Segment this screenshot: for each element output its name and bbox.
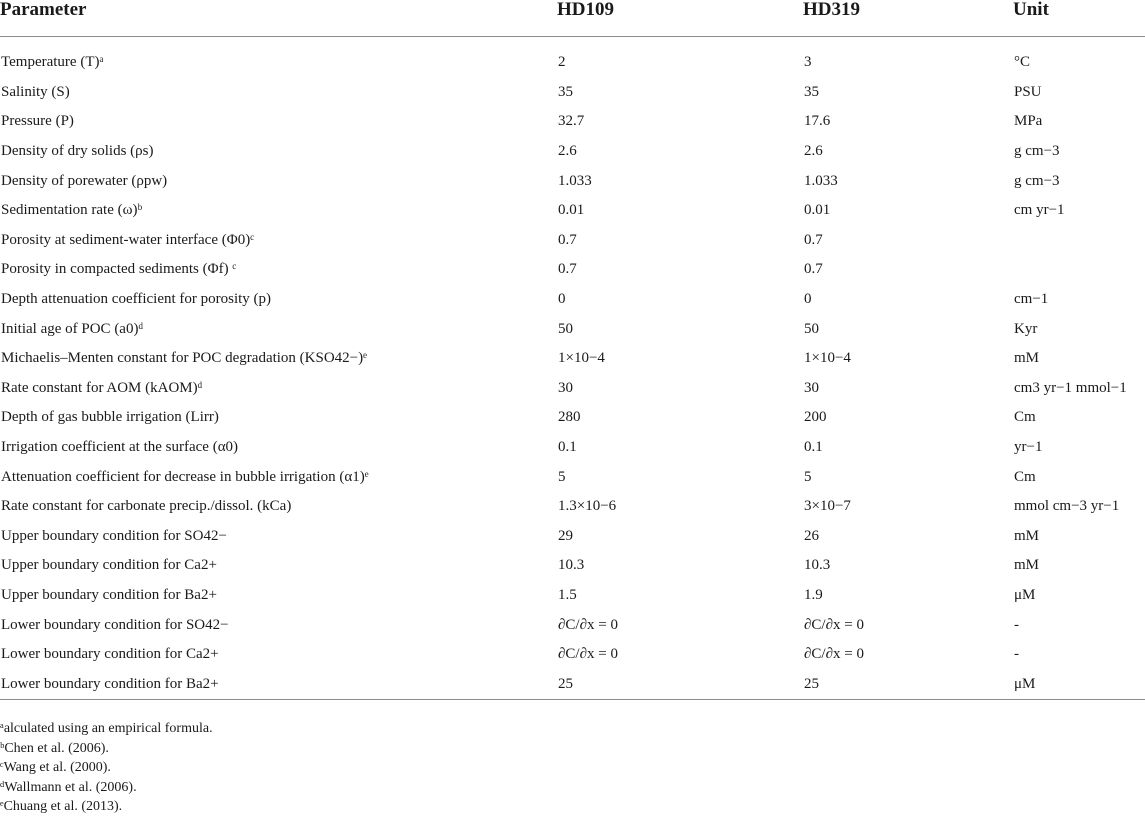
hd109-cell: 280 [558, 409, 581, 426]
unit-cell: - [1014, 616, 1019, 633]
unit-cell: cm yr−1 [1014, 202, 1065, 219]
parameter-cell: Pressure (P) [1, 113, 74, 130]
table-row [0, 344, 1145, 374]
unit-cell [1013, 226, 1145, 256]
hd319-cell: 10.3 [804, 557, 831, 574]
hd109-cell: 5 [558, 468, 566, 485]
parameter-cell: Upper boundary condition for SO42− [1, 527, 227, 544]
column-header-parameter: Parameter [0, 0, 557, 28]
hd109-cell: 2 [558, 54, 566, 71]
unit-cell: Cm [1014, 409, 1036, 426]
parameter-cell: Irrigation coefficient at the surface (α0) [1, 439, 239, 456]
parameter-cell: Attenuation coefficient for decrease in bubble irrigation (α1)ᵉ [1, 468, 369, 485]
table-row [0, 107, 1145, 137]
unit-cell: mM [1014, 527, 1040, 544]
hd109-cell: ∂C/∂x = 0 [558, 646, 618, 663]
hd319-cell: ∂C/∂x = 0 [804, 646, 864, 663]
unit-cell: °C [1014, 54, 1031, 71]
hd319-cell: 0.7 [804, 231, 823, 248]
parameter-cell: Temperature (T)ᵃ [1, 54, 104, 71]
hd319-cell: 35 [804, 83, 819, 100]
hd109-cell: 2.6 [558, 143, 577, 160]
unit-cell: g cm−3 [1014, 172, 1060, 189]
table-row [0, 403, 1145, 433]
column-header-hd109: HD109 [557, 0, 803, 28]
table-row [0, 166, 1145, 196]
hd109-cell: 0.7 [558, 261, 577, 278]
parameter-cell: Depth of gas bubble irrigation (Lirr) [1, 409, 219, 426]
table-row [0, 522, 1145, 552]
hd109-cell: 0.01 [558, 202, 585, 219]
hd109-cell: 30 [558, 379, 573, 396]
hd319-cell: 0.1 [804, 439, 823, 456]
footnote-b: ᵇChen et al. (2006). [0, 740, 109, 756]
table-row [0, 196, 1145, 226]
unit-cell: mM [1014, 557, 1040, 574]
hd109-cell: 0.1 [558, 439, 577, 456]
parameter-cell: Sedimentation rate (ω)ᵇ [1, 202, 143, 219]
table-row [0, 226, 1145, 256]
parameter-cell: Lower boundary condition for Ba2+ [0, 669, 557, 700]
unit-cell: μM [1013, 669, 1145, 700]
parameter-cell: Density of dry solids (ρs) [1, 143, 154, 160]
table-row [0, 78, 1145, 108]
hd319-cell: 50 [804, 320, 819, 337]
table-row [0, 374, 1145, 404]
hd109-cell: 0 [558, 291, 566, 308]
hd109-cell: 1.5 [558, 586, 577, 603]
table-row [0, 669, 1145, 700]
table-row [0, 48, 1145, 78]
hd319-cell: 3×10−7 [804, 498, 851, 515]
hd109-cell: ∂C/∂x = 0 [558, 616, 618, 633]
hd319-cell: 3 [804, 54, 812, 71]
hd319-cell: 0.01 [804, 202, 831, 219]
hd319-cell: 17.6 [804, 113, 831, 130]
hd319-cell: 25 [803, 669, 1013, 700]
footnote-e: ᵉChuang et al. (2013). [0, 799, 123, 815]
hd319-cell: 200 [804, 409, 827, 426]
hd109-cell: 1×10−4 [558, 350, 605, 367]
footnote-a: ᵃalculated using an empirical formula. [0, 721, 213, 736]
column-header-hd319: HD319 [803, 0, 1013, 28]
unit-cell: Cm [1014, 468, 1036, 485]
parameter-cell: Porosity in compacted sediments (Φf) ᶜ [1, 261, 237, 278]
table-header [0, 0, 1145, 48]
hd319-cell: 5 [804, 468, 812, 485]
hd109-cell: 10.3 [558, 557, 585, 574]
parameter-cell: Upper boundary condition for Ca2+ [1, 557, 217, 574]
table-row [0, 551, 1145, 581]
hd319-cell: 0 [804, 291, 812, 308]
unit-cell: mM [1014, 350, 1040, 367]
footnote-c: ᶜWang et al. (2000). [0, 760, 111, 776]
unit-cell: g cm−3 [1014, 143, 1060, 160]
parameter-cell: Michaelis–Menten constant for POC degradation (KSO42−)ᵉ [1, 350, 367, 367]
hd319-cell: 2.6 [804, 143, 823, 160]
hd109-cell: 50 [558, 320, 573, 337]
hd319-cell: ∂C/∂x = 0 [804, 616, 864, 633]
table-footnotes [0, 719, 1145, 817]
parameter-cell: Initial age of POC (a0)ᵈ [1, 320, 144, 337]
unit-cell: yr−1 [1014, 439, 1043, 456]
parameter-cell: Lower boundary condition for Ca2+ [1, 646, 219, 663]
table-row [0, 285, 1145, 315]
parameter-cell: Rate constant for AOM (kAOM)ᵈ [1, 379, 203, 396]
unit-cell: - [1014, 646, 1019, 663]
unit-cell: mmol cm−3 yr−1 [1014, 498, 1120, 515]
hd319-cell: 1.9 [804, 586, 823, 603]
unit-cell: PSU [1014, 83, 1042, 100]
table-row [0, 314, 1145, 344]
hd319-cell: 26 [804, 527, 819, 544]
table-row [0, 492, 1145, 522]
column-header-unit: Unit [1013, 0, 1145, 28]
unit-cell: Kyr [1014, 320, 1038, 337]
table-body [0, 48, 1145, 700]
unit-cell: μM [1014, 586, 1036, 603]
table-row [0, 137, 1145, 167]
hd109-cell: 29 [558, 527, 573, 544]
parameter-cell: Rate constant for carbonate precip./dissol. (kCa) [1, 498, 292, 515]
parameter-cell: Density of porewater (ρpw) [1, 172, 168, 189]
footnote-d: ᵈWallmann et al. (2006). [0, 779, 137, 795]
table-row [0, 640, 1145, 670]
parameter-cell: Porosity at sediment-water interface (Φ0)ᶜ [1, 231, 255, 248]
hd109-cell: 1.3×10−6 [558, 498, 617, 515]
hd319-cell: 30 [804, 379, 819, 396]
hd109-cell: 32.7 [558, 113, 585, 130]
hd109-cell: 35 [558, 83, 573, 100]
hd319-cell: 1.033 [804, 172, 838, 189]
parameter-cell: Lower boundary condition for SO42− [1, 616, 229, 633]
hd319-cell: 1×10−4 [804, 350, 851, 367]
parameter-cell: Upper boundary condition for Ba2+ [1, 586, 217, 603]
unit-cell: cm−1 [1014, 291, 1049, 308]
unit-cell: MPa [1014, 113, 1043, 130]
table-row [0, 433, 1145, 463]
hd319-cell: 0.7 [804, 261, 823, 278]
hd109-cell: 1.033 [558, 172, 592, 189]
table-row [0, 462, 1145, 492]
table-row [0, 610, 1145, 640]
parameter-cell: Salinity (S) [1, 83, 70, 100]
table-row [0, 255, 1145, 285]
table-row [0, 581, 1145, 611]
unit-cell [1013, 255, 1145, 285]
hd109-cell: 0.7 [558, 231, 577, 248]
hd109-cell: 25 [557, 669, 803, 700]
parameter-cell: Depth attenuation coefficient for porosity (p) [1, 291, 272, 308]
unit-cell: cm3 yr−1 mmol−1 [1014, 379, 1127, 396]
